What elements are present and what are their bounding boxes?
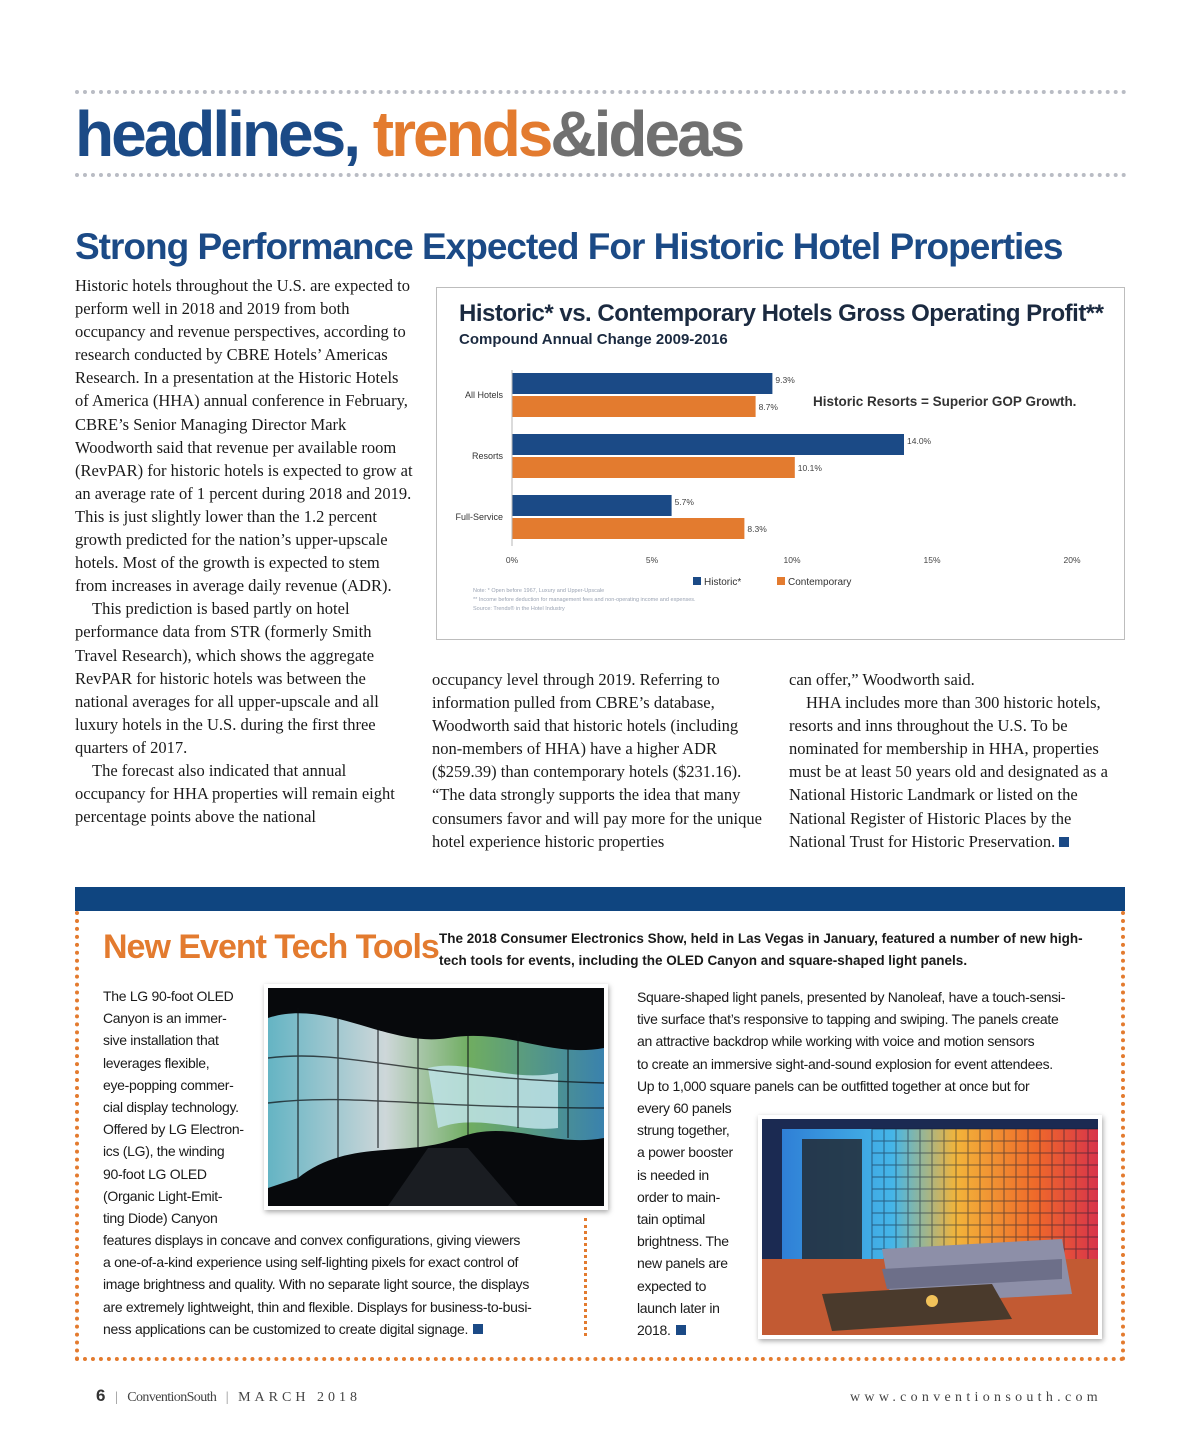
sidebar-text-line: Square-shaped light panels, presented by Nanoleaf, have a touch-sensi- bbox=[637, 989, 1066, 1005]
article-column-1 bbox=[75, 274, 413, 828]
data-label: 8.7% bbox=[758, 402, 778, 412]
footer-left bbox=[96, 1386, 361, 1406]
sidebar-deck: The 2018 Consumer Electronics Show, held in Las Vegas in January, featured a number of new high-tech tools for events, including the OLED Canyon and square-shaped light panels. bbox=[439, 931, 1083, 968]
sidebar-text-line: every 60 panels bbox=[637, 1100, 732, 1116]
sidebar-text-line: ics (LG), the winding bbox=[103, 1143, 225, 1160]
legend-swatch-historic bbox=[693, 577, 701, 585]
article-paragraph bbox=[789, 691, 1126, 853]
gop-chart bbox=[436, 287, 1125, 640]
sidebar-text-line: features displays in concave and convex configurations, giving viewers bbox=[103, 1232, 521, 1248]
chart-bar-contemporary bbox=[512, 396, 756, 417]
sidebar-right-narrow-text bbox=[637, 1097, 757, 1341]
footer-magazine: ConventionSouth bbox=[127, 1390, 217, 1405]
legend-swatch-contemporary bbox=[777, 577, 785, 585]
article-paragraph: This prediction is based partly on hotel performance data from STR (formerly Smith Travel Research), which shows the aggregate RevPAR for historic hotels was between the national averages for all upper-upscale and all luxury hotels in the U.S. during the first three quarters of 2017. bbox=[75, 599, 379, 757]
sidebar-text-line: leverages flexible, bbox=[103, 1054, 210, 1071]
chart-bar-historic bbox=[512, 434, 904, 455]
sidebar-text-line: Up to 1,000 square panels can be outfitted together at once but for bbox=[637, 1077, 1030, 1094]
article-paragraph: Historic hotels throughout the U.S. are expected to perform well in 2018 and 2019 from both occupancy and revenue perspectives, according to research conducted by CBRE Hotels’ Americas Research. In a presentation at the Historic Hotels of America (HHA) annual conference in February, CBRE’s Senior Managing Director Mark Woodworth said that revenue per available room (RevPAR) for historic hotels is expected to grow at an average rate of 1 percent during 2018 and 2019. This is just slightly lower than the 1.2 percent growth predicted for the nation’s upper-upscale hotels. Most of the growth is expected to stem from increases in average daily revenue (ADR). bbox=[75, 276, 413, 596]
oled-canyon-photo bbox=[268, 988, 604, 1206]
sidebar-text-line: new panels are bbox=[637, 1255, 728, 1272]
chart-bar-contemporary bbox=[512, 457, 795, 478]
sidebar-column-divider bbox=[584, 1218, 587, 1336]
sidebar-text-line: ting Diode) Canyon bbox=[103, 1210, 218, 1227]
x-tick-label: 20% bbox=[1063, 555, 1081, 565]
chart-note: Source: Trends® in the Hotel Industry bbox=[473, 606, 565, 612]
sidebar-text-line: 90-foot LG OLED bbox=[103, 1165, 207, 1182]
chart-bar-contemporary bbox=[512, 518, 744, 539]
article-column-3 bbox=[789, 668, 1126, 853]
section-masthead bbox=[75, 96, 742, 172]
sidebar-text-line: The LG 90-foot OLED bbox=[103, 988, 234, 1004]
data-label: 9.3% bbox=[775, 375, 795, 385]
masthead-ideas: ideas bbox=[593, 98, 743, 170]
article-paragraph: The forecast also indicated that annual occupancy for HHA properties will remain eight percentage points above the national bbox=[75, 760, 395, 827]
data-label: 10.1% bbox=[797, 463, 822, 473]
sidebar-text-line: to create an immersive sight-and-sound explosion for event attendees. bbox=[637, 1055, 1053, 1072]
page-number: 6 bbox=[96, 1386, 106, 1405]
sidebar-text-line: a power booster bbox=[637, 1144, 733, 1161]
category-label: Resorts bbox=[471, 451, 503, 461]
chart-annotation: Historic Resorts = Superior GOP Growth. bbox=[813, 394, 1077, 409]
chart-note: Note: * Open before 1967, Luxury and Upper-Upscale bbox=[473, 588, 605, 594]
sidebar-text-line: brightness. The bbox=[637, 1233, 729, 1250]
masthead-trends: trends bbox=[372, 98, 551, 170]
masthead-ampersand: & bbox=[550, 98, 594, 170]
article-title: Strong Performance Expected For Historic Hotel Properties bbox=[75, 226, 1063, 267]
sidebar-text-line: sive installation that bbox=[103, 1032, 219, 1049]
sidebar-text-line: is needed in bbox=[637, 1166, 709, 1183]
nanoleaf-panels-photo-frame bbox=[758, 1115, 1102, 1339]
sidebar-top-band bbox=[75, 887, 1125, 911]
end-mark-icon bbox=[676, 1325, 686, 1335]
chart-note: ** Income before deduction for management fees and non-operating income and expenses. bbox=[473, 597, 696, 603]
legend-label-historic: Historic* bbox=[704, 577, 742, 588]
sidebar-text-line: Offered by LG Electron- bbox=[103, 1121, 244, 1138]
sidebar-left-wide-text bbox=[103, 1229, 573, 1340]
chart-bar-historic bbox=[512, 495, 672, 516]
bottom-dotted-rule bbox=[75, 173, 1127, 177]
end-mark-icon bbox=[1059, 837, 1069, 847]
category-label: Full-Service bbox=[455, 512, 503, 522]
top-dotted-rule bbox=[75, 90, 1127, 94]
legend-label-contemporary: Contemporary bbox=[788, 577, 852, 588]
masthead-headlines: headlines, bbox=[75, 98, 358, 170]
nanoleaf-panels-photo bbox=[762, 1119, 1098, 1335]
article-paragraph: occupancy level through 2019. Referring to information pulled from CBRE’s database, Woodworth said that historic hotels (including non-members of HHA) have a higher ADR ($259.39) than contemporary hotels ($231.16). “The data strongly supports the idea that many consumers favor and will pay more for the unique hotel experience historic properties bbox=[432, 670, 762, 851]
article-paragraph-text: HHA includes more than 300 historic hotels, resorts and inns throughout the U.S. To be nominated for membership in HHA, properties must be at least 50 years old and designated as a National Historic Landmark or listed on the National Register of Historic Places by the National Trust for Historic Preservation. bbox=[789, 693, 1108, 851]
sidebar-text-line: Canyon is an immer- bbox=[103, 1010, 227, 1027]
data-label: 8.3% bbox=[747, 524, 767, 534]
footer-issue: MARCH 2018 bbox=[238, 1390, 361, 1405]
sidebar-text-line: order to main- bbox=[637, 1188, 720, 1205]
chart-title: Historic* vs. Contemporary Hotels Gross Operating Profit** bbox=[459, 300, 1104, 327]
sidebar-text-line: (Organic Light-Emit- bbox=[103, 1187, 223, 1204]
sidebar-text-line: ness applications can be customized to create digital signage. bbox=[103, 1318, 573, 1340]
footer-separator: | bbox=[114, 1390, 118, 1405]
chart-subtitle: Compound Annual Change 2009-2016 bbox=[459, 331, 728, 348]
x-tick-label: 5% bbox=[645, 555, 659, 565]
x-tick-label: 15% bbox=[923, 555, 941, 565]
sidebar-text-line: eye-popping commer- bbox=[103, 1076, 234, 1093]
chart-plot bbox=[437, 288, 1124, 639]
x-tick-label: 10% bbox=[783, 555, 801, 565]
sidebar-title: New Event Tech Tools bbox=[103, 928, 439, 966]
x-tick-label: 0% bbox=[505, 555, 519, 565]
category-label: All Hotels bbox=[464, 390, 503, 400]
footer-separator: | bbox=[225, 1390, 229, 1405]
data-label: 14.0% bbox=[907, 436, 932, 446]
sidebar-text-line: image brightness and quality. With no separate light source, the displays bbox=[103, 1276, 530, 1293]
sidebar-text-line: 2018. bbox=[637, 1319, 757, 1341]
sidebar-text-line: launch later in bbox=[637, 1299, 720, 1316]
footer-url: www.conventionsouth.com bbox=[850, 1390, 1102, 1405]
sidebar-text-line: an attractive backdrop while working with voice and motion sensors bbox=[637, 1033, 1035, 1050]
sidebar-text-line: tive surface that’s responsive to tapping and swiping. The panels create bbox=[637, 1011, 1059, 1028]
data-label: 5.7% bbox=[674, 497, 694, 507]
sidebar-right-wide-text bbox=[637, 986, 1107, 1097]
chart-bar-historic bbox=[512, 373, 772, 394]
sidebar-text-line: strung together, bbox=[637, 1122, 730, 1139]
sidebar-text-line: a one-of-a-kind experience using self-lighting pixels for exact control of bbox=[103, 1254, 519, 1271]
sidebar-text-line: cial display technology. bbox=[103, 1099, 239, 1116]
sidebar-left-narrow-text bbox=[103, 985, 263, 1229]
article-paragraph: can offer,” Woodworth said. bbox=[789, 670, 975, 689]
article-column-2 bbox=[432, 668, 768, 853]
sidebar-text-line: expected to bbox=[637, 1277, 707, 1294]
sidebar-text-line: tain optimal bbox=[637, 1211, 705, 1228]
end-mark-icon bbox=[473, 1324, 483, 1334]
oled-canyon-photo-frame bbox=[264, 984, 608, 1210]
sidebar-text-line: are extremely lightweight, thin and flexible. Displays for business-to-busi- bbox=[103, 1298, 532, 1315]
